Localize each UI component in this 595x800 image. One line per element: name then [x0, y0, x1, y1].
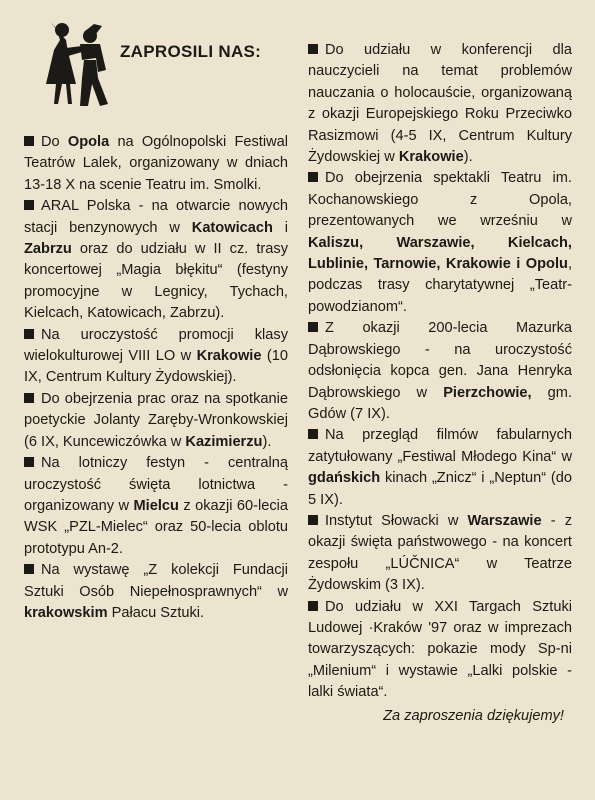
list-item: [308, 40, 572, 168]
place-name-bold: Kaliszu, Warszawie, Kielcach, Lublinie, Tarnowie, Krakowie i Opolu: [308, 234, 572, 273]
black-square-bullet-icon: [308, 172, 318, 182]
item-text: Na przegląd filmów fabularnych zatytułowany „Festiwal Młodego Kina“ w: [308, 427, 572, 465]
black-square-bullet-icon: [24, 136, 34, 146]
place-name-bold: gdańskich: [308, 470, 381, 487]
item-text: gm. Gdów (7 IX).: [308, 384, 573, 422]
place-name-bold: Kazimierzu: [185, 433, 263, 450]
item-text: (10 IX, Centrum Kultury Żydowskiej).: [24, 348, 288, 386]
dancing-couple-logo: [36, 14, 118, 110]
list-item: [24, 389, 288, 453]
list-item: [24, 196, 288, 324]
item-text: ARAL Polska - na otwarcie nowych stacji benzynowych w: [24, 198, 288, 236]
right-items: [308, 40, 572, 704]
black-square-bullet-icon: [308, 515, 318, 525]
place-name-bold: Opola: [67, 134, 110, 150]
place-name-bold: Pierzchowie,: [443, 384, 532, 401]
list-item: [308, 597, 572, 704]
place-name-bold: Warszawie: [467, 512, 542, 529]
list-item: [308, 511, 572, 597]
item-text: Do obejrzenia spektakli Teatru im. Kochanowskiego z Opola, prezentowanych we wrześniu w: [308, 170, 572, 230]
place-name-bold: krakowskim: [24, 604, 108, 621]
black-square-bullet-icon: [24, 393, 34, 403]
item-text: Z okazji 200-lecia Mazurka Dąbrowskiego - na uroczystość odsłonięcia kopca gen. Jana Henryka Dąbrowskiego w: [308, 320, 572, 401]
place-name-bold: Krakowie: [196, 348, 262, 365]
item-text: oraz do udziału w II cz. trasy koncertowej „Magia błękitu“ (festyny promocyjne w Legnicy, Tychach, Kielcach, Katowicach, Zabrzu).: [24, 241, 288, 322]
item-text: ).: [262, 433, 272, 450]
item-text: z okazji 60-lecia WSK „PZL-Mielec“ oraz 50-lecia oblotu prototypu An-2.: [24, 497, 288, 557]
list-item: [24, 453, 288, 560]
place-name-bold: Mielcu: [133, 497, 179, 514]
right-column: [308, 40, 572, 727]
page-title: ZAPROSILI NAS:: [120, 42, 262, 61]
item-text: Do udziału w XXI Targach Sztuki Ludowej ·Kraków '97 oraz w imprezach towarzyszących: pokazie mody Sp-ni „Milenium“ i wystawie „Lalki polskie - lalki świata“.: [308, 598, 572, 701]
item-text: , podczas trasy charytatywnej „Teatr-powodzianom“.: [308, 256, 572, 315]
list-item: [308, 425, 572, 511]
place-name-bold: Katowicach: [191, 219, 273, 236]
left-column: [24, 132, 288, 624]
item-text: Do obejrzenia prac oraz na spotkanie poetyckie Jolanty Zaręby-Wronkowskiej (6 IX, Kuncewiczówka w: [24, 390, 288, 450]
item-text: Pałacu Sztuki.: [107, 604, 205, 621]
list-item: [24, 560, 288, 624]
black-square-bullet-icon: [308, 44, 318, 54]
list-item: [308, 168, 572, 318]
item-text: Do udziału w konferencji dla nauczycieli na temat problemów nauczania o holocauście, organizowaną z okazji Europejskiego Roku Przeciwko Rasizmowi (4-5 IX, Centrum Kultury Żydowskiej w: [308, 42, 572, 166]
black-square-bullet-icon: [308, 322, 318, 332]
place-name-bold: Krakowie: [398, 149, 464, 166]
list-item: [24, 132, 288, 196]
list-item: [24, 325, 288, 389]
list-item: [308, 318, 572, 425]
item-text: na Ogólnopolski Festiwal Teatrów Lalek, organizowany w dniach 13-18 X na scenie Teatru im. Smolki.: [24, 134, 288, 193]
item-text: ).: [463, 149, 473, 166]
item-text: Na wystawę „Z kolekcji Fundacji Sztuki Osób Niepełnosprawnych“ w: [24, 562, 288, 600]
item-text: Na uroczystość promocji klasy wielokulturowej VIII LO w: [24, 326, 288, 365]
black-square-bullet-icon: [24, 457, 34, 467]
item-text: Do: [41, 134, 68, 150]
black-square-bullet-icon: [24, 329, 34, 339]
black-square-bullet-icon: [24, 200, 34, 210]
place-name-bold: Zabrzu: [24, 241, 72, 258]
item-text: Na lotniczy festyn - centralną uroczystość święta lotnictwa - organizowany w: [24, 455, 288, 514]
item-text: Instytut Słowacki w: [325, 512, 468, 529]
item-text: kinach „Znicz“ i „Neptun“ (do 5 IX).: [308, 470, 572, 508]
item-text: i: [272, 219, 288, 236]
closing-line: Za zaproszenia dziękujemy!: [383, 707, 564, 724]
item-text: - z okazji święta państwowego - na koncert zespołu „LÚČNICA“ w Teatrze Żydowskim (3 IX).: [308, 512, 572, 594]
black-square-bullet-icon: [24, 564, 34, 574]
black-square-bullet-icon: [308, 601, 318, 611]
black-square-bullet-icon: [308, 429, 318, 439]
